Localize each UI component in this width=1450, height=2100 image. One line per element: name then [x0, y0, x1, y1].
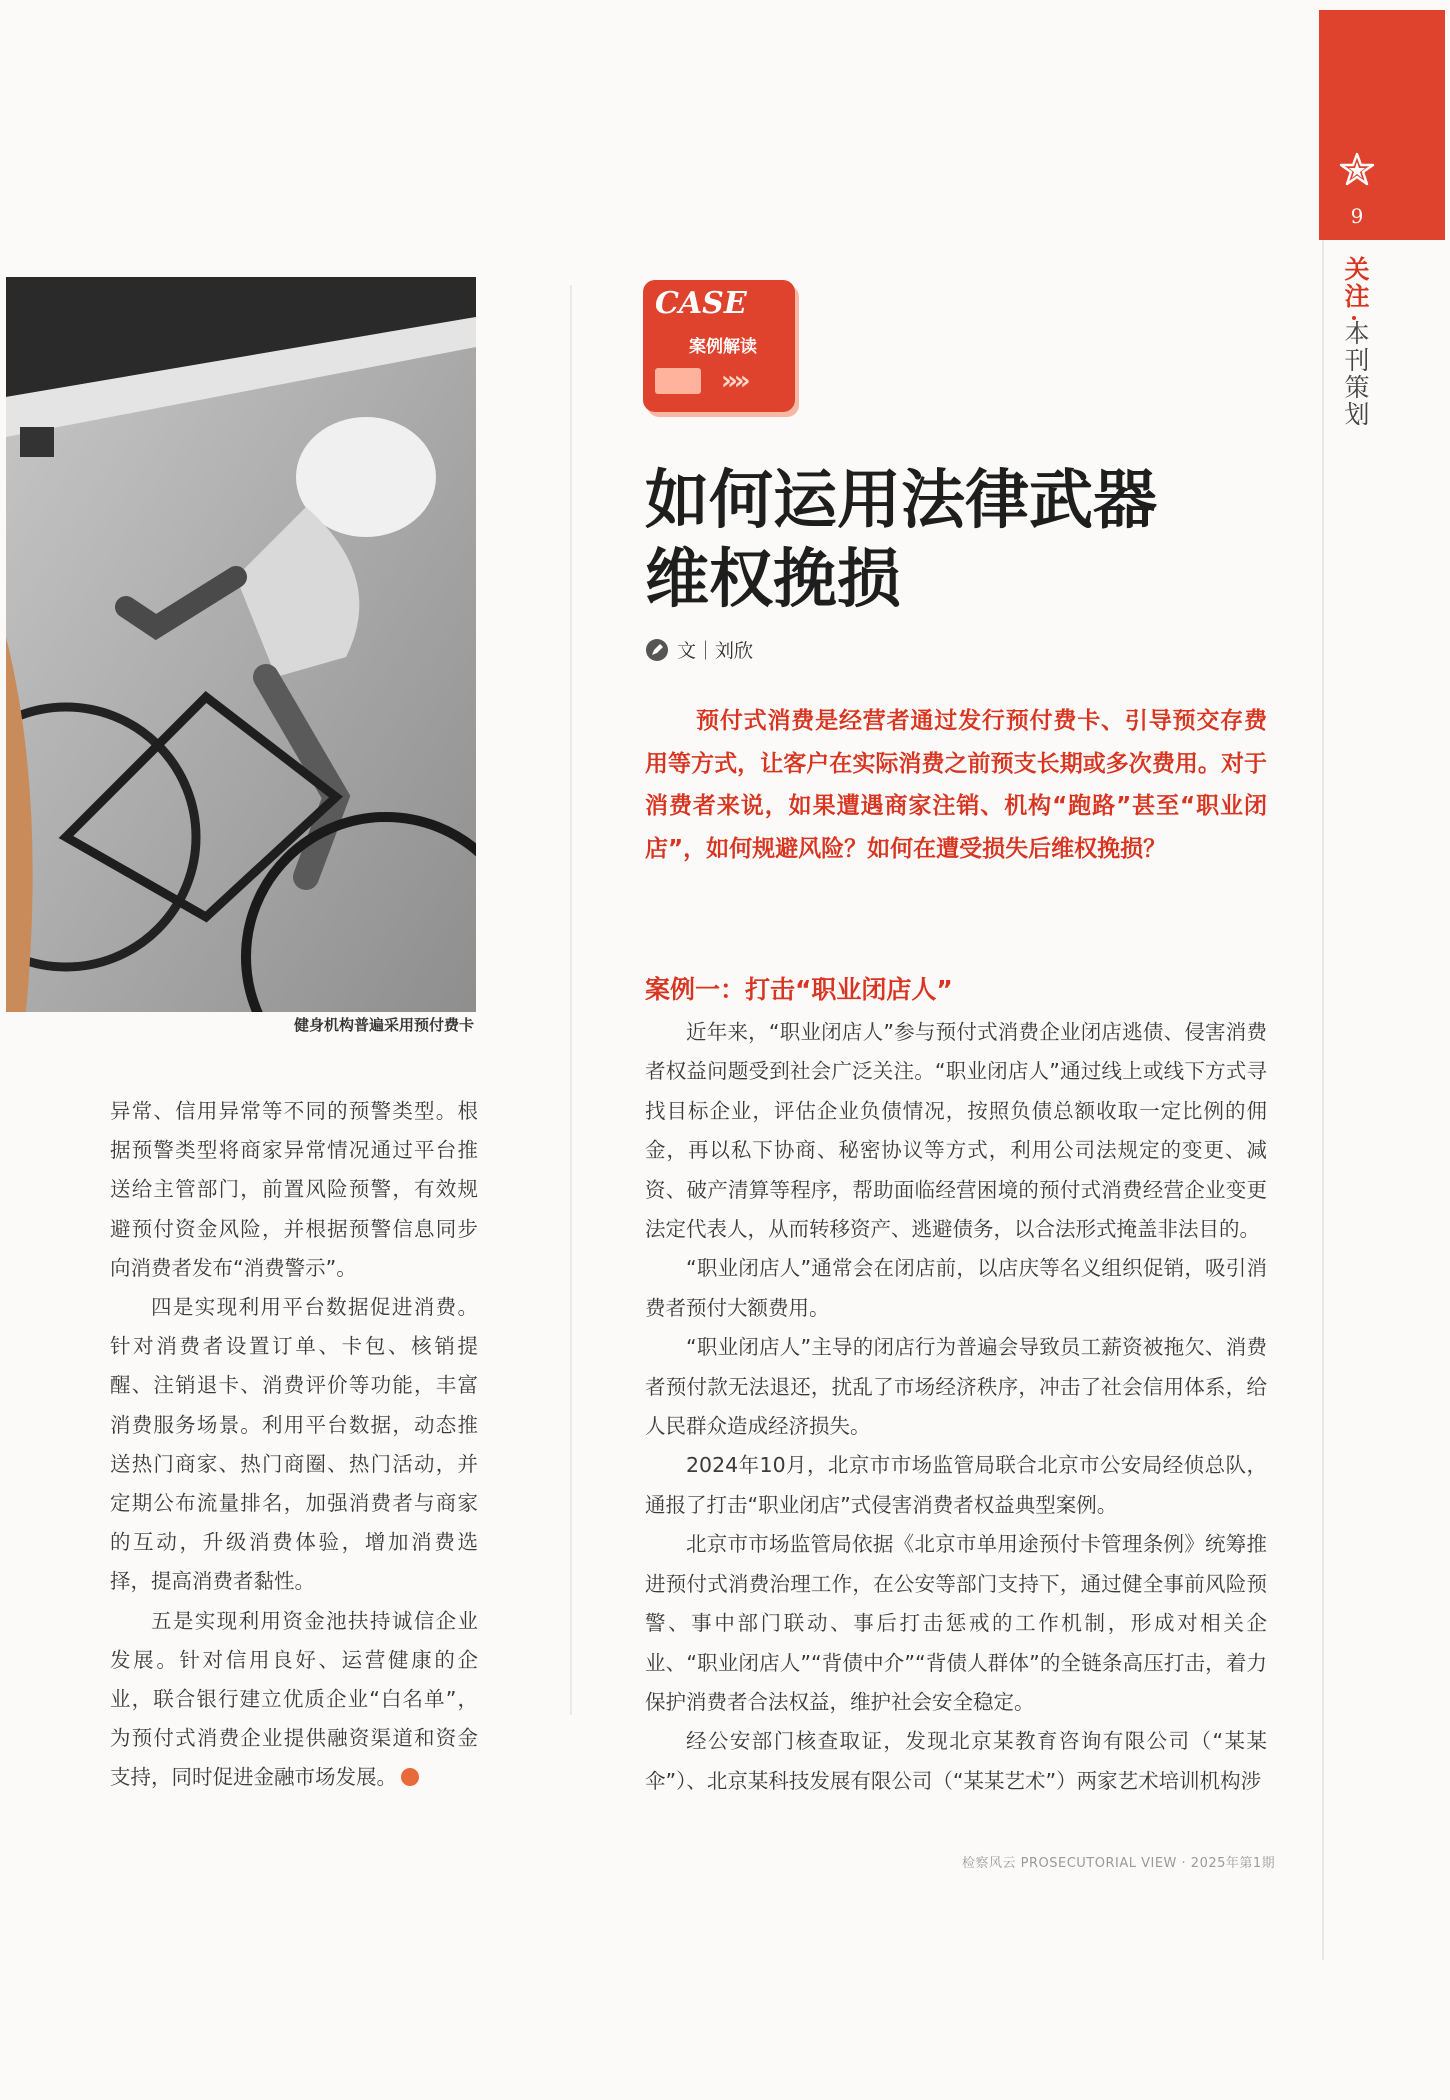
- author: 文｜刘欣: [677, 640, 754, 662]
- title-line: 维权挽损: [645, 543, 901, 617]
- left-paragraph: 异常、信用异常等不同的预警类型。根据预警类型将商家异常情况通过平台推送给主管部门，前置风险预警，有效规避预付资金风险，并根据预警信息同步向消费者发布“消费警示”。: [110, 1099, 478, 1280]
- badge-word: CASE: [655, 286, 747, 321]
- article-title: [645, 462, 1205, 620]
- page-number: 9: [1350, 204, 1364, 228]
- body-paragraph: 北京市市场监管局依据《北京市单用途预付卡管理条例》统筹推进预付式消费治理工作，在公安等部门支持下，通过健全事前风险预警、事中部门联动、事后打击惩戒的工作机制，形成对相关企业、“职业闭店人”“背债中介”“背债人群体”的全链条高压打击，着力保护消费者合法权益，维护社会安全稳定。: [645, 1532, 1267, 1714]
- left-paragraph-text: 五是实现利用资金池扶持诚信企业发展。针对信用良好、运营健康的企业，联合银行建立优质企业“白名单”，为预付式消费企业提供融资渠道和资金支持，同时促进金融市场发展。: [110, 1608, 478, 1790]
- case-heading: 案例一：打击“职业闭店人”: [645, 975, 953, 1004]
- body-paragraph: 2024年10月，北京市市场监管局联合北京市公安局经侦总队，通报了打击“职业闭店”式侵害消费者权益典型案例。: [645, 1453, 1267, 1517]
- photo-caption: 健身机构普遍采用预付费卡: [293, 1016, 474, 1034]
- edge-divider: [1322, 240, 1324, 1960]
- body-paragraph: 经公安部门核查取证，发现北京某教育咨询有限公司（“某某伞”）、北京某科技发展有限公司（“某某艺术”）两家艺术培训机构涉: [645, 1729, 1267, 1793]
- left-column-text: [110, 1092, 478, 1798]
- body-paragraph: “职业闭店人”主导的闭店行为普遍会导致员工薪资被拖欠、消费者预付款无法退还，扰乱了市场经济秩序，冲击了社会信用体系，给人民群众造成经济损失。: [645, 1335, 1267, 1439]
- pen-icon: [645, 638, 669, 662]
- lead-text: 预付式消费是经营者通过发行预付费卡、引导预交存费用等方式，让客户在实际消费之前预支长期或多次费用。对于消费者来说，如果遭遇商家注销、机构“跑路”甚至“职业闭店”，如何规避风险？如何在遭受损失后维权挽损？: [645, 708, 1267, 862]
- title-line: 如何运用法律武器: [645, 464, 1157, 538]
- double-chevron-icon: »»: [721, 366, 747, 396]
- gym-photo: [6, 277, 476, 1012]
- page-footer: 检察风云 PROSECUTORIAL VIEW · 2025年第1期: [962, 1856, 1276, 1871]
- badge-label: 案例解读: [689, 337, 757, 357]
- section-tab: [1319, 10, 1445, 240]
- star-icon: [1337, 150, 1377, 190]
- badge-block: [655, 368, 701, 394]
- section-label-key: 关注: [1341, 256, 1370, 310]
- article-body: [645, 1013, 1267, 1801]
- body-paragraph: 近年来，“职业闭店人”参与预付式消费企业闭店逃债、侵害消费者权益问题受到社会广泛关注。“职业闭店人”通过线上或线下方式寻找目标企业，评估企业负债情况，按照负债总额收取一定比例的佣金，再以私下协商、秘密协议等方式，利用公司法规定的变更、减资、破产清算等程序，帮助面临经营困境的预付式消费经营企业变更法定代表人，从而转移资产、逃避债务，以合法形式掩盖非法目的。: [645, 1020, 1267, 1242]
- column-divider: [570, 285, 572, 1715]
- body-paragraph: “职业闭店人”通常会在闭店前，以店庆等名义组织促销，吸引消费者预付大额费用。: [645, 1256, 1267, 1320]
- article-end-icon: [401, 1768, 419, 1786]
- left-paragraph: 四是实现利用平台数据促进消费。针对消费者设置订单、卡包、核销提醒、注销退卡、消费评价等功能，丰富消费服务场景。利用平台数据，动态推送热门商家、热门商圈、热门活动，并定期公布流量排名，加强消费者与商家的互动，升级消费体验，增加消费选择，提高消费者黏性。: [110, 1295, 478, 1594]
- left-paragraph: [110, 1602, 478, 1798]
- byline: [645, 636, 753, 663]
- lead-paragraph: [645, 700, 1267, 870]
- section-label: 本刊策划: [1341, 320, 1370, 428]
- case-badge: [643, 280, 795, 412]
- cyclist-mural-illustration: [6, 277, 476, 1012]
